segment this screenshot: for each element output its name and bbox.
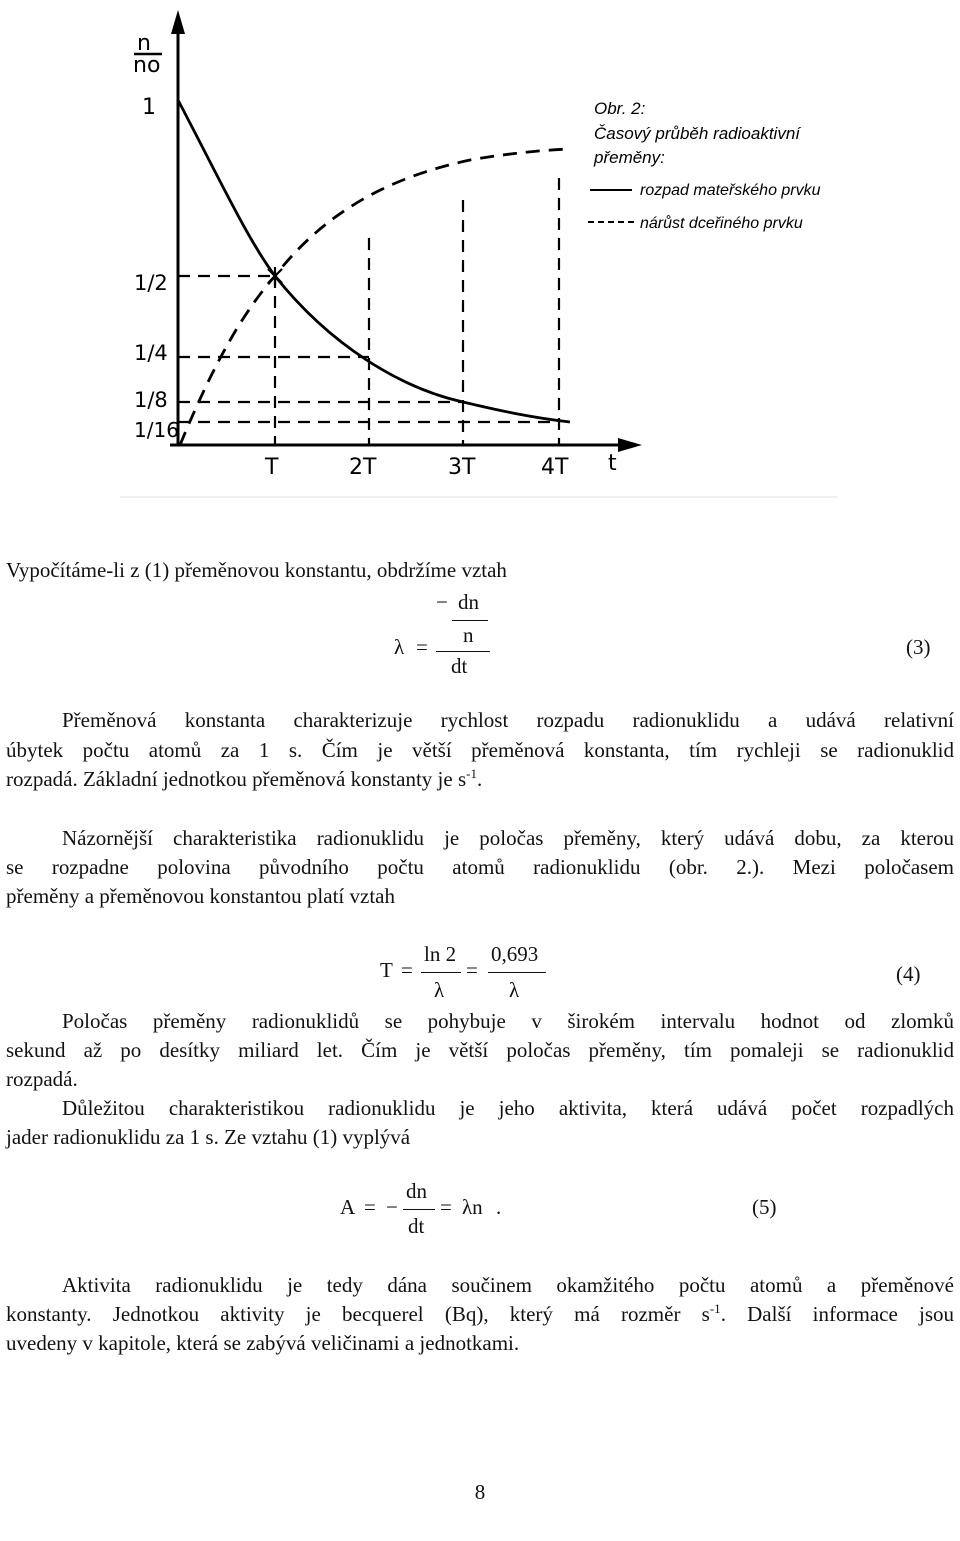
eq4-lambda-1: λ (434, 978, 445, 1002)
paragraph-3-line2: se rozpadne polovina původního počtu atomů radionuklidu (obr. 2.). Mezi poločasem (6, 855, 954, 879)
paragraph-6-line3: uvedeny v kapitole, která se zabývá veličinami a jednotkami. (6, 1331, 520, 1355)
paragraph-5-line2: jader radionuklidu za 1 s. Ze vztahu (1) vyplývá (6, 1125, 411, 1149)
decay-figure (0, 0, 960, 500)
x-tick-3T: 3T (448, 455, 476, 480)
y-tick-1-8: 1/8 (134, 388, 168, 412)
legend-solid-label: rozpad mateřského prvku (640, 182, 821, 199)
y-tick-1: 1 (142, 95, 156, 120)
eq3-n: n (463, 623, 474, 647)
eq3-minus: − (436, 590, 448, 614)
paragraph-2-line1: Přeměnová konstanta charakterizuje rychlost rozpadu radionuklidu a udává relativní (62, 708, 954, 732)
figure-caption-line3: přeměny: (594, 148, 665, 167)
y-axis-label-numerator: n (137, 31, 151, 56)
x-tick-4T: 4T (541, 455, 569, 480)
paragraph-3-line1: Názornější charakteristika radionuklidu je poločas přeměny, který udává dobu, za kterou (62, 826, 954, 850)
eq5-period: . (496, 1195, 502, 1219)
eq3-dn: dn (458, 590, 479, 614)
y-axis-arrow (171, 10, 185, 34)
paragraph-6-line2: konstanty. Jednotkou aktivity je becquerel (Bq), který má rozměr $s^{-1}$. Další informace jsou (6, 1301, 955, 1326)
eq3-number: (3) (906, 635, 931, 659)
eq5-A: A (340, 1195, 356, 1219)
intersection-mark (268, 267, 282, 285)
x-axis-label-t: t (608, 451, 617, 476)
growth-curve (180, 149, 570, 445)
figure-caption-title: Obr. 2: (594, 99, 646, 118)
y-tick-1-2: 1/2 (134, 271, 168, 295)
paragraph-4-line1: Poločas přeměny radionuklidů se pohybuje v širokém intervalu hodnot od zlomků (62, 1009, 954, 1033)
eq5-number: (5) (752, 1195, 777, 1219)
eq4-number: (4) (896, 962, 921, 986)
eq4-T: T (380, 958, 393, 982)
eq4-lambda-2: λ (509, 978, 520, 1002)
eq3-equals: = (416, 635, 428, 659)
x-tick-T: T (265, 455, 279, 480)
y-axis-label-denominator: no (133, 53, 161, 78)
eq4-equals-1: = (401, 958, 413, 982)
y-tick-1-16: 1/16 (134, 418, 179, 442)
paragraph-intro: Vypočítáme-li z (1) přeměnovou konstantu, obdržíme vztah (6, 558, 507, 582)
eq5-minus: − (386, 1195, 398, 1219)
x-axis-arrow (618, 438, 642, 452)
paragraph-4-line2: sekund až po desítky miliard let. Čím je větší poločas přeměny, tím pomaleji se radionuklid (6, 1038, 954, 1062)
eq4-bar-1 (421, 972, 461, 973)
eq4-equals-2: = (466, 958, 478, 982)
eq5-equals-1: = (364, 1195, 376, 1219)
eq4-bar-2 (488, 972, 546, 973)
eq5-dn: dn (406, 1179, 427, 1203)
paragraph-4-line3: rozpadá. (6, 1067, 78, 1091)
eq3-lambda: λ (394, 635, 405, 659)
paragraph-2-line2: úbytek počtu atomů za 1 s. Čím je větší přeměnová konstanta, tím rychleji se radionuklid (6, 738, 954, 762)
paragraph-6-line1: Aktivita radionuklidu je tedy dána součinem okamžitého počtu atomů a přeměnové (62, 1273, 954, 1297)
legend-dashed-label: nárůst dceřiného prvku (640, 215, 803, 232)
page-number: 8 (474, 1480, 486, 1504)
paragraph-2-line3: rozpadá. Základní jednotkou přeměnová konstanty je $s^{-1}$. (6, 766, 483, 791)
eq5-lambda-n: λn (462, 1195, 483, 1219)
figure-caption-line2: Časový průběh radioaktivní (594, 124, 801, 143)
eq4-0693: 0,693 (491, 942, 539, 966)
eq3-main-bar (436, 651, 490, 652)
decay-curve (178, 100, 570, 422)
x-tick-2T: 2T (349, 455, 377, 480)
eq3-dt: dt (451, 654, 468, 678)
paragraph-3-line3: přeměny a přeměnovou konstantou platí vztah (6, 884, 395, 908)
eq5-bar (403, 1209, 435, 1210)
eq4-ln2: ln 2 (424, 942, 457, 966)
eq5-equals-2: = (440, 1195, 452, 1219)
y-tick-1-4: 1/4 (134, 341, 168, 365)
eq3-inner-bar (452, 620, 488, 621)
paragraph-5-line1: Důležitou charakteristikou radionuklidu je jeho aktivita, která udává počet rozpadlých (62, 1096, 954, 1120)
eq5-dt: dt (408, 1214, 425, 1238)
